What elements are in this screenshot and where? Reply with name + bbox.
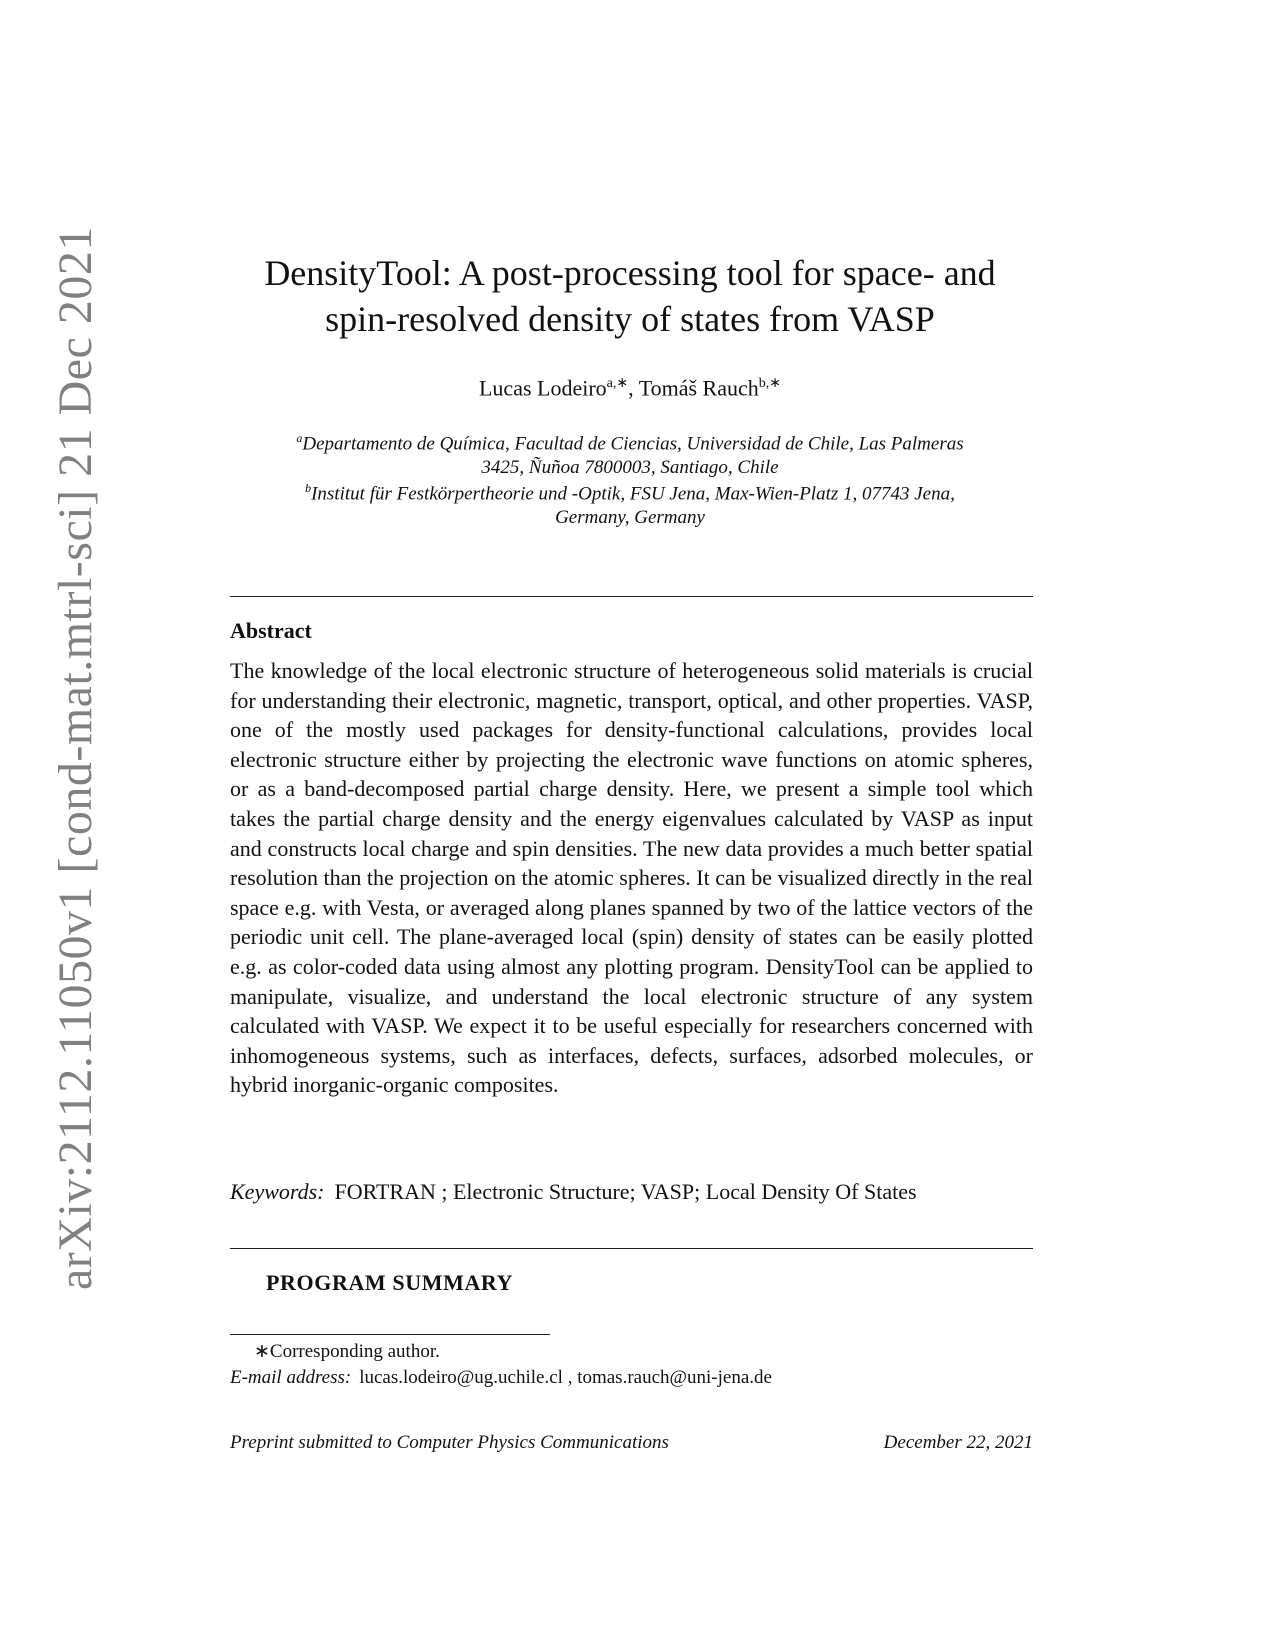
abstract-top-rule	[230, 596, 1033, 597]
affiliation-a	[230, 426, 1030, 480]
affiliation-mark: b	[305, 481, 312, 495]
program-summary-heading: PROGRAM SUMMARY	[266, 1270, 514, 1295]
arxiv-identifier-stamp[interactable]: arXiv:2112.11050v1 [cond-mat.mtrl-sci] 21 Dec 2021	[49, 226, 102, 1290]
author-affiliation-marks: a,∗	[606, 376, 629, 391]
author-separator: ,	[628, 375, 639, 401]
preprint-note: Preprint submitted to Computer Physics Communications	[230, 1432, 669, 1453]
author-list	[230, 375, 1030, 401]
corresponding-author-footnote: ∗Corresponding author.	[254, 1341, 440, 1362]
affiliation-line: Departamento de Química, Facultad de Ciencias, Universidad de Chile, Las Palmeras	[302, 433, 964, 455]
affiliation-b	[230, 476, 1030, 530]
affiliation-line: Germany, Germany	[555, 507, 705, 529]
keywords-label: Keywords:	[230, 1179, 325, 1204]
email-addresses-link[interactable]: lucas.lodeiro@ug.uchile.cl , tomas.rauch@uni-jena.de	[359, 1367, 772, 1388]
affiliation-line: Institut für Festkörpertheorie und -Optik, FSU Jena, Max-Wien-Platz 1, 07743 Jena,	[311, 483, 955, 505]
abstract-heading: Abstract	[230, 618, 312, 643]
abstract-body: The knowledge of the local electronic structure of heterogeneous solid materials is crucial for understanding their electronic, magnetic, transport, optical, and other properties. VASP, one of the mostly used packages for density-functional calculations, provides local electronic structure either by projecting the electronic wave functions on atomic spheres, or as a band-decomposed partial charge density. Here, we present a simple tool which takes the partial charge density and the energy eigenvalues calculated by VASP as input and constructs local charge and spin densities. The new data provides a much better spatial resolution than the projection on the atomic spheres. It can be visualized directly in the real space e.g. with Vesta, or averaged along planes spanned by two of the lattice vectors of the periodic unit cell. The plane-averaged local (spin) density of states can be easily plotted e.g. as color-coded data using almost any plotting program. DensityTool can be applied to manipulate, visualize, and understand the local electronic structure of any system calculated with VASP. We expect it to be useful especially for researchers concerned with inhomogeneous systems, such as interfaces, defects, surfaces, adsorbed molecules, or hybrid inorganic-organic composites.	[230, 658, 1033, 1098]
author-name: Tomáš Rauch	[638, 375, 759, 401]
affiliation-mark: a	[296, 431, 303, 445]
title-line-2: spin-resolved density of states from VASP	[325, 299, 935, 339]
email-footnote	[230, 1366, 1033, 1390]
author-name: Lucas Lodeiro	[478, 375, 607, 401]
footnote-rule	[230, 1334, 550, 1335]
keywords-text: FORTRAN ; Electronic Structure; VASP; Local Density Of States	[334, 1179, 917, 1204]
preprint-date: December 22, 2021	[883, 1432, 1033, 1453]
email-label: E-mail address:	[230, 1367, 352, 1388]
abstract-bottom-rule	[230, 1248, 1033, 1249]
keywords	[230, 1177, 1033, 1207]
paper-title	[230, 250, 1030, 342]
author-affiliation-marks: b,∗	[758, 376, 781, 391]
affiliation-line: 3425, Ñuñoa 7800003, Santiago, Chile	[481, 457, 779, 479]
title-line-1: DensityTool: A post-processing tool for space- and	[264, 253, 996, 293]
